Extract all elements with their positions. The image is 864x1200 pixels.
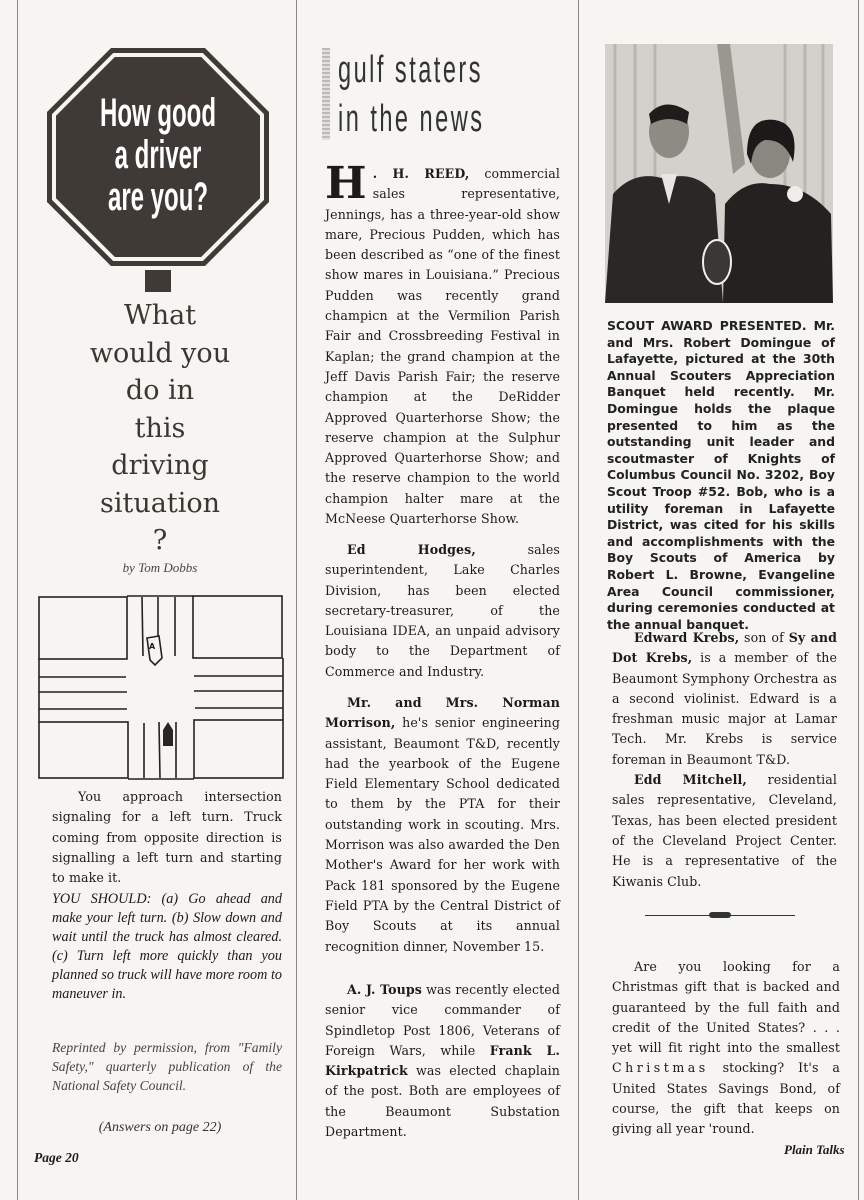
- question-line: driving: [111, 450, 209, 481]
- item-text: is a member of the Beaumont Symphony Orchestra as a second violinist. Edward is a freshman music major at Lamar Tech. Mr. Krebs is service foreman in Beaumont T&D.: [612, 650, 838, 767]
- item-text: was elected chaplain of the post. Both are employees of the Beaumont Substation Department.: [325, 1063, 560, 1140]
- intersection-diagram: [38, 594, 284, 780]
- question-line: ?: [152, 525, 168, 556]
- item-lead: Edward Krebs,: [634, 630, 740, 645]
- item-lead: Ed Hodges,: [347, 542, 476, 557]
- item-lead: Edd Mitchell,: [634, 772, 747, 788]
- item-text: commercial sales representative, Jennings, has a three-year-old show mare, Precious Pudden, which has been described as “one of the finest show mares in Louisiana.” Precious Pudden was recently grand champicn at the Vermilion Parish Fair and Crossbreeding Festival in Kaplan; the grand champion at the Jeff Davis Parish Fair; the reserve champion at the DeRidder Approved Quarterhorse Show; the reserve champion at the Sulphur Approved Quarterhorse Show; and the reserve champion to the world champion halter mare at the McNeese Quarterhorse Show.: [325, 166, 560, 527]
- news-item-hodges: [325, 540, 560, 682]
- item-lead: . H. REED,: [372, 166, 470, 181]
- item-text: stocking? It's a United States Savings Bond, of course, the gift that keeps on giving all year 'round.: [612, 1060, 840, 1137]
- byline: by Tom Dobbs: [122, 560, 198, 575]
- question-line: do in: [125, 375, 195, 406]
- situation-text: You approach intersection signaling for a left turn. Truck coming from opposite direction is signalling a left turn and starting to make it.: [52, 789, 282, 886]
- question-line: situation: [100, 487, 220, 519]
- section-title-line1: gulf staters: [338, 49, 484, 91]
- car-label: A: [149, 642, 156, 651]
- news-item-reed: [325, 158, 560, 529]
- question-line: would you: [89, 337, 231, 369]
- sign-text-line: are you?: [107, 175, 209, 219]
- spaced-word: Christmas: [612, 1060, 709, 1076]
- item-text: he's senior engineering assistant, Beaumont T&D, recently had the yearbook of the Eugene Field Elementary School dedicated to them by the PTA for their outstanding work in scouting. Mrs. Morrison was also awarded the Den Mother's Award for her work with Pack 181 sponsored by the Eugene Field PTA by the Central District of Boy Scouts at its annual recognition dinner, November 15.: [325, 715, 560, 954]
- item-text: residential sales representative, Cleveland, Texas, has been elected president of the Cleveland Project Center. He is a representative of the Kiwanis Club.: [612, 772, 837, 889]
- section-title-line2: in the news: [338, 98, 485, 140]
- item-text: sales superintendent, Lake Charles Division, has been elected secretary-treasurer, of the Louisiana IDEA, an unpaid advisory body to the Department of Commerce and Industry.: [325, 542, 560, 679]
- column-rule: [858, 0, 859, 1200]
- item-text: son of: [739, 630, 789, 645]
- sign-text-line: a driver: [114, 133, 202, 177]
- item-lead: Mr. and Mrs. Norman Morrison,: [325, 695, 560, 731]
- column-rule: [17, 0, 18, 1200]
- item-text: Are you looking for a Christmas gift that is backed and guaranteed by the full faith and credit of the United States? . . . yet will fit right into the smallest: [612, 959, 840, 1056]
- question-heading: [40, 297, 280, 560]
- item-lead: Frank L. Kirkpatrick: [325, 1042, 560, 1079]
- drop-cap: H: [325, 158, 367, 209]
- question-line: this: [134, 412, 186, 444]
- stop-sign-graphic: [45, 46, 271, 292]
- news-item-morrison: [325, 693, 560, 957]
- item-lead: Sy and Dot Krebs,: [612, 630, 837, 666]
- column-rule: [296, 0, 297, 1200]
- photo-caption: SCOUT AWARD PRESENTED. Mr. and Mrs. Robert Domingue of Lafayette, pictured at the 30th Annual Scouters Appreciation Banquet held recently. Mr. Domingue holds the plaque presented to him as the outstanding unit leader and scoutmaster of Knights of Columbus Council No. 3202, Boy Scout Troop #52. Bob, who is a utility foreman in Lafayette District, was cited for his skills and accomplishments with the Boy Scouts of America by Robert L. Browne, Evangeline Area Council commissioner, during ceremonies conducted at the annual banquet.: [607, 318, 835, 632]
- news-item-krebs: [612, 628, 837, 892]
- publication-name: Plain Talks: [784, 1142, 845, 1157]
- answer-options: YOU SHOULD: (a) Go ahead and make your left turn. (b) Slow down and wait until the truck has almost cleared. (c) Turn left more quickly than you planned so truck will have more room to maneuver in.: [52, 891, 282, 1002]
- item-lead: A. J. Toups: [347, 982, 422, 997]
- page-number: Page 20: [34, 1150, 79, 1165]
- column-rule: [578, 0, 579, 1200]
- scout-award-photo: [605, 44, 833, 303]
- news-item-toups: [325, 980, 560, 1142]
- ornament-divider: [645, 914, 795, 917]
- title-bar: [322, 48, 330, 140]
- question-line: What: [123, 300, 197, 331]
- answers-note: (Answers on page 22): [98, 1120, 222, 1135]
- reprint-credit: Reprinted by permission, from "Family Safety," quarterly publication of the National Safety Council.: [52, 1040, 282, 1093]
- item-text: was recently elected senior vice commander of Spindletop Post 1806, Veterans of Foreign Wars, while: [325, 982, 560, 1058]
- sign-text-line: How good: [100, 91, 216, 135]
- savings-bond-note: [612, 957, 840, 1140]
